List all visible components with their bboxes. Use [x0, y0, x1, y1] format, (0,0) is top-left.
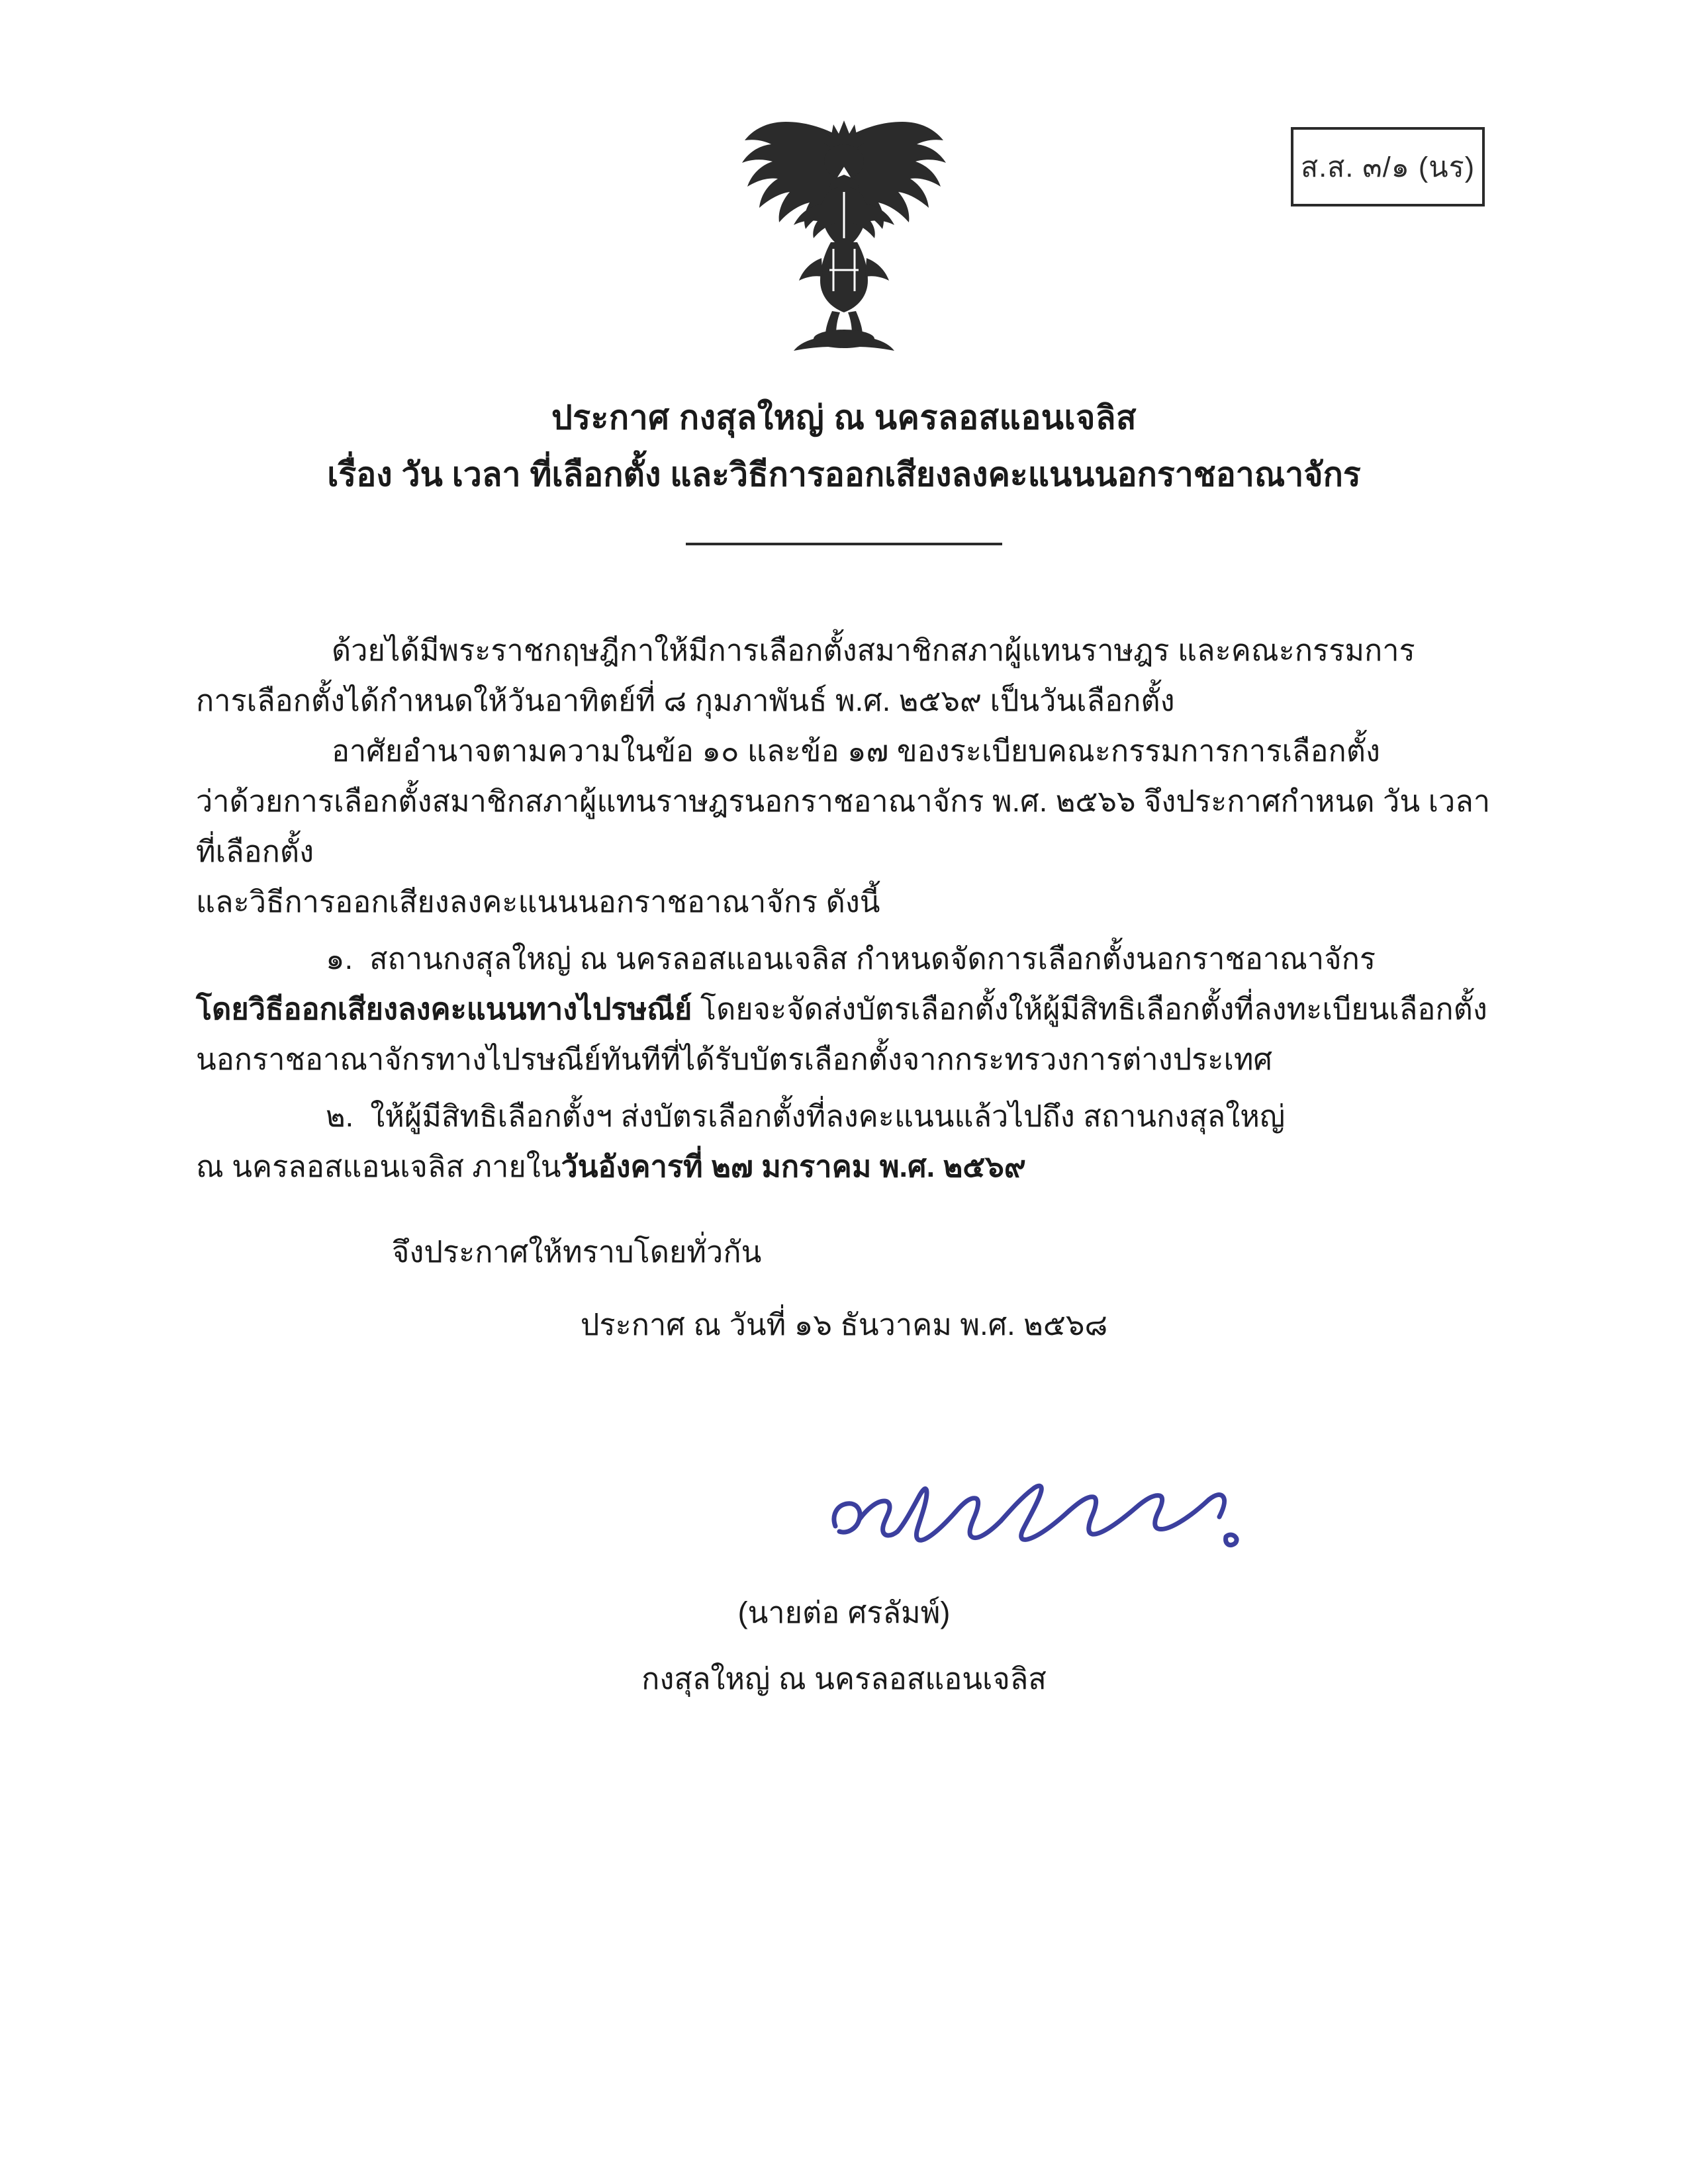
- paragraph-2-continued-a: [196, 776, 1493, 877]
- list-item-1-line-2-row: [196, 984, 1493, 1034]
- paragraph-1-line-2: การเลือกตั้งได้กำหนดให้วันอาทิตย์ที่ ๘ กุมภาพันธ์ พ.ศ. ๒๕๖๙ เป็นวันเลือกตั้ง: [196, 684, 1175, 717]
- title-divider: [686, 543, 1002, 545]
- handwritten-signature: [821, 1463, 1258, 1588]
- list-item-2-line-2-prefix: ณ นครลอสแอนเจลิส ภายใน: [196, 1150, 561, 1183]
- list-item-2-line-1: ให้ผู้มีสิทธิเลือกตั้งฯ ส่งบัตรเลือกตั้งที่ลงคะแนนแล้วไปถึง สถานกงสุลใหญ่: [370, 1099, 1286, 1133]
- paragraph-2: [196, 726, 1493, 776]
- postal-method-emphasis: โดยวิธีออกเสียงลงคะแนนทางไปรษณีย์: [196, 992, 692, 1026]
- deadline-date-emphasis: วันอังคารที่ ๒๗ มกราคม พ.ศ. ๒๕๖๙: [561, 1150, 1026, 1183]
- list-item-1-line-1: สถานกงสุลใหญ่ ณ นครลอสแอนเจลิส กำหนดจัดการเลือกตั้งนอกราชอาณาจักร: [369, 942, 1376, 976]
- list-item-2: [196, 1091, 1493, 1142]
- garuda-emblem: [725, 93, 963, 357]
- list-item-2-line-2-row: [196, 1142, 1493, 1192]
- list-item-1-line-3: นอกราชอาณาจักรทางไปรษณีย์ทันทีที่ได้รับบัตรเลือกตั้งจากกระทรวงการต่างประเทศ: [196, 1042, 1273, 1076]
- paragraph-2-line-1: อาศัยอำนาจตามความในข้อ ๑๐ และข้อ ๑๗ ของระเบียบคณะกรรมการการเลือกตั้ง: [332, 734, 1380, 768]
- document-body: [196, 625, 1493, 1192]
- paragraph-2-line-3: และวิธีการออกเสียงลงคะแนนนอกราชอาณาจักร ดังนี้: [196, 885, 880, 919]
- list-item-1-line-3-row: [196, 1034, 1493, 1085]
- paragraph-2-continued-b: [196, 877, 1493, 927]
- declaration-date: ประกาศ ณ วันที่ ๑๖ ธันวาคม พ.ศ. ๒๕๖๘: [580, 1308, 1108, 1342]
- page-subtitle: เรื่อง วัน เวลา ที่เลือกตั้ง และวิธีการออกเสียงลงคะแนนนอกราชอาณาจักร: [327, 456, 1361, 493]
- closing-statement: จึงประกาศให้ทราบโดยทั่วกัน: [392, 1235, 762, 1269]
- paragraph-1: [196, 625, 1493, 676]
- list-item-1-number: ๑.: [326, 942, 353, 976]
- signer-name: (นายต่อ ศรลัมพ์): [737, 1596, 951, 1629]
- signer-title: กงสุลใหญ่ ณ นครลอสแอนเจลิส: [641, 1662, 1047, 1696]
- list-item-2-number: ๒.: [326, 1099, 354, 1133]
- list-item-1-line-2-rest: โดยจะจัดส่งบัตรเลือกตั้งให้ผู้มีสิทธิเลือกตั้งที่ลงทะเบียนเลือกตั้ง: [692, 992, 1487, 1026]
- paragraph-1-line-1: ด้วยได้มีพระราชกฤษฎีกาให้มีการเลือกตั้งสมาชิกสภาผู้แทนราษฎร และคณะกรรมการ: [332, 633, 1415, 667]
- paragraph-2-line-2: ว่าด้วยการเลือกตั้งสมาชิกสภาผู้แทนราษฎรนอกราชอาณาจักร พ.ศ. ๒๕๖๖ จึงประกาศกำหนด วัน เวลา ที่เลือกตั้ง: [196, 784, 1491, 868]
- page-title: ประกาศ กงสุลใหญ่ ณ นครลอสแอนเจลิส: [551, 399, 1137, 436]
- form-code-box: ส.ส. ๓/๑ (นร): [1291, 127, 1485, 206]
- paragraph-1-continued: [196, 676, 1493, 726]
- list-item-1: [196, 934, 1493, 984]
